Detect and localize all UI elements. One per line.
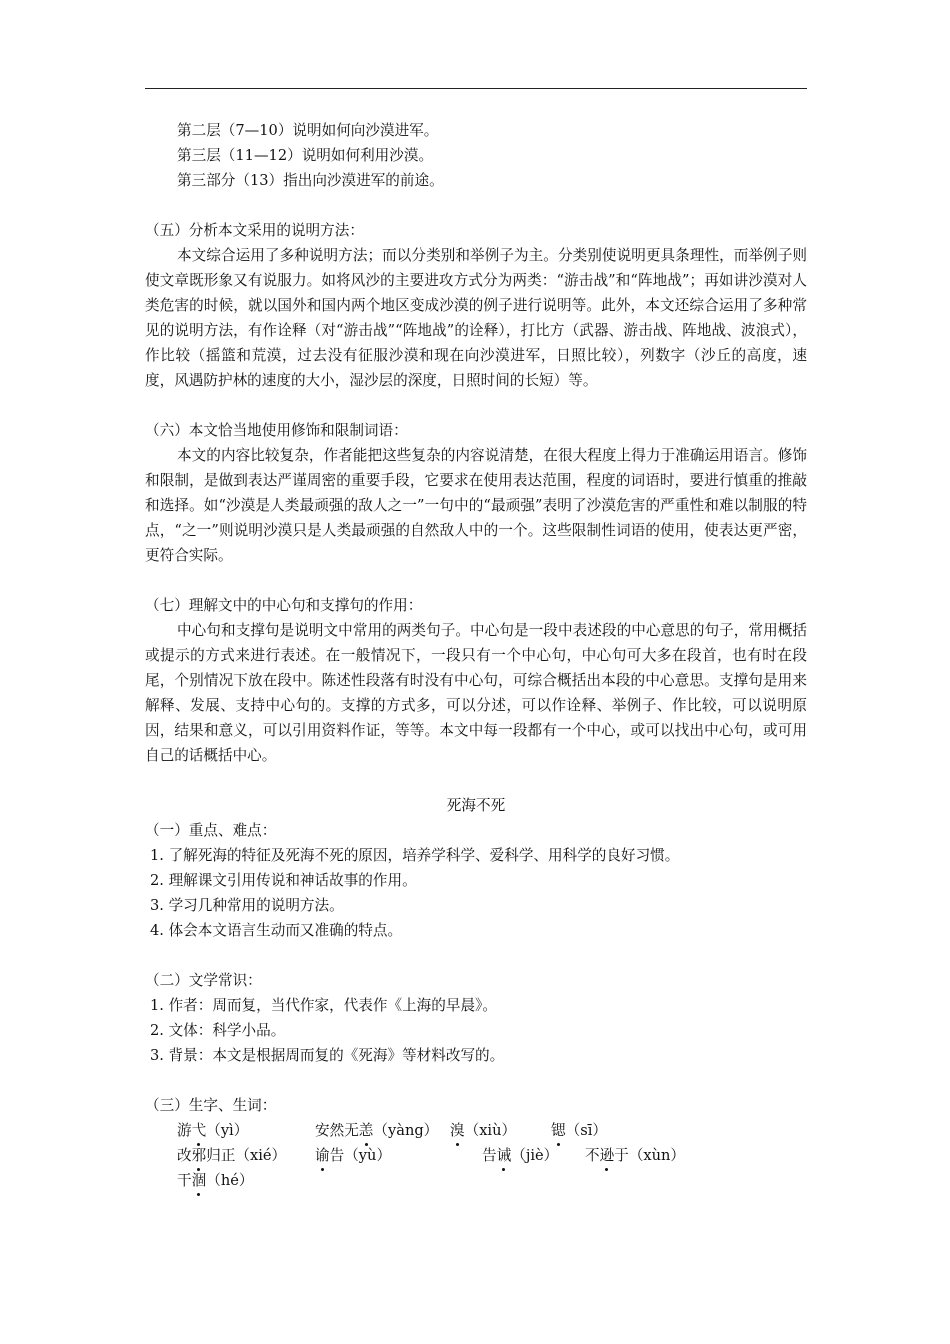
part1-item: 2. 理解课文引用传说和神话故事的作用。: [150, 872, 417, 889]
part1-item: 3. 学习几种常用的说明方法。: [150, 897, 344, 914]
vocab-item: 游弋（yì）: [177, 1118, 248, 1143]
section6-heading: （六）本文恰当地使用修饰和限制词语：: [145, 422, 408, 439]
vocab-item: 安然无恙（yàng）: [315, 1118, 438, 1143]
vocab-item: 锶（sī）: [551, 1118, 607, 1143]
section6-paragraph: 本文的内容比较复杂，作者能把这些复杂的内容说清楚，在很大程度上得力于准确运用语言。修饰和限制，是做到表达严谨周密的重要手段，它要求在使用表达范围，程度的词语时，要进行慎重的推敲和选择。如“沙漠是人类最顽强的敌人之一”一句中的“最顽强”表明了沙漠危害的严重性和难以制服的特点，“之一”则说明沙漠只是人类最顽强的自然敌人中的一个。这些限制性词语的使用，使表达更严密，更符合实际。: [145, 447, 807, 564]
part2-item: 2. 文体：科学小品。: [150, 1022, 286, 1039]
section5-paragraph: 本文综合运用了多种说明方法；而以分类别和举例子为主。分类别使说明更具条理性，而举例子则使文章既形象又有说服力。如将风沙的主要进攻方式分为两类：“游击战”和“阵地战”；再如讲沙漠对人类危害的时候，就以国外和国内两个地区变成沙漠的例子进行说明等。此外，本文还综合运用了多种常见的说明方法，有作诠释（对“游击战”“阵地战”的诠释），打比方（武器、游击战、阵地战、波浪式），作比较（摇篮和荒漠，过去没有征服沙漠和现在向沙漠进军，日照比较），列数字（沙丘的高度，速度，风遇防护林的速度的大小，湿沙层的深度，日照时间的长短）等。: [145, 247, 807, 389]
part2-item: 3. 背景：本文是根据周而复的《死海》等材料改写的。: [150, 1047, 505, 1064]
vocab-item: 谕告（yù）: [315, 1143, 391, 1168]
intro-line: 第二层（7—10）说明如何向沙漠进军。: [177, 122, 439, 139]
lesson-title: 死海不死: [446, 797, 506, 814]
vocab-item: 干涸（hé）: [177, 1168, 253, 1193]
part2-item: 1. 作者：周而复，当代作家，代表作《上海的早晨》。: [150, 997, 497, 1014]
vocab-item: 告诫（jiè）: [482, 1143, 558, 1168]
intro-line: 第三部分（13）指出向沙漠进军的前途。: [177, 172, 444, 189]
vocab-row: [145, 1143, 807, 1168]
part1-item: 4. 体会本文语言生动而又准确的特点。: [150, 922, 403, 939]
part1-heading: （一）重点、难点：: [145, 822, 277, 839]
vocab-row: [145, 1118, 807, 1143]
section7-heading: （七）理解文中的中心句和支撑句的作用：: [145, 597, 423, 614]
section5-heading: （五）分析本文采用的说明方法：: [145, 222, 364, 239]
header-rule: [145, 88, 807, 89]
intro-line: 第三层（11—12）说明如何利用沙漠。: [177, 147, 434, 164]
section7-paragraph: 中心句和支撑句是说明文中常用的两类句子。中心句是一段中表述段的中心意思的句子，常用概括或提示的方式来进行表述。在一般情况下，一段只有一个中心句，中心句可大多在段首，也有时在段尾，个别情况下放在段中。陈述性段落有时没有中心句，可综合概括出本段的中心意思。支撑句是用来解释、发展、支持中心句的。支撑的方式多，可以分述，可以作诠释、举例子、作比较，可以说明原因，结果和意义，可以引用资料作证，等等。本文中每一段都有一个中心，或可以找出中心句，或可用自己的话概括中心。: [145, 622, 807, 764]
part1-item: 1. 了解死海的特征及死海不死的原因，培养学科学、爱科学、用科学的良好习惯。: [150, 847, 680, 864]
vocab-item: 溴（xiù）: [450, 1118, 516, 1143]
document-page: [145, 118, 807, 1193]
part3-heading: （三）生字、生词：: [145, 1097, 277, 1114]
vocab-item: 改邪归正（xié）: [177, 1143, 286, 1168]
vocab-item: 不逊于（xùn）: [585, 1143, 685, 1168]
vocab-row: [145, 1168, 807, 1193]
part2-heading: （二）文学常识：: [145, 972, 262, 989]
